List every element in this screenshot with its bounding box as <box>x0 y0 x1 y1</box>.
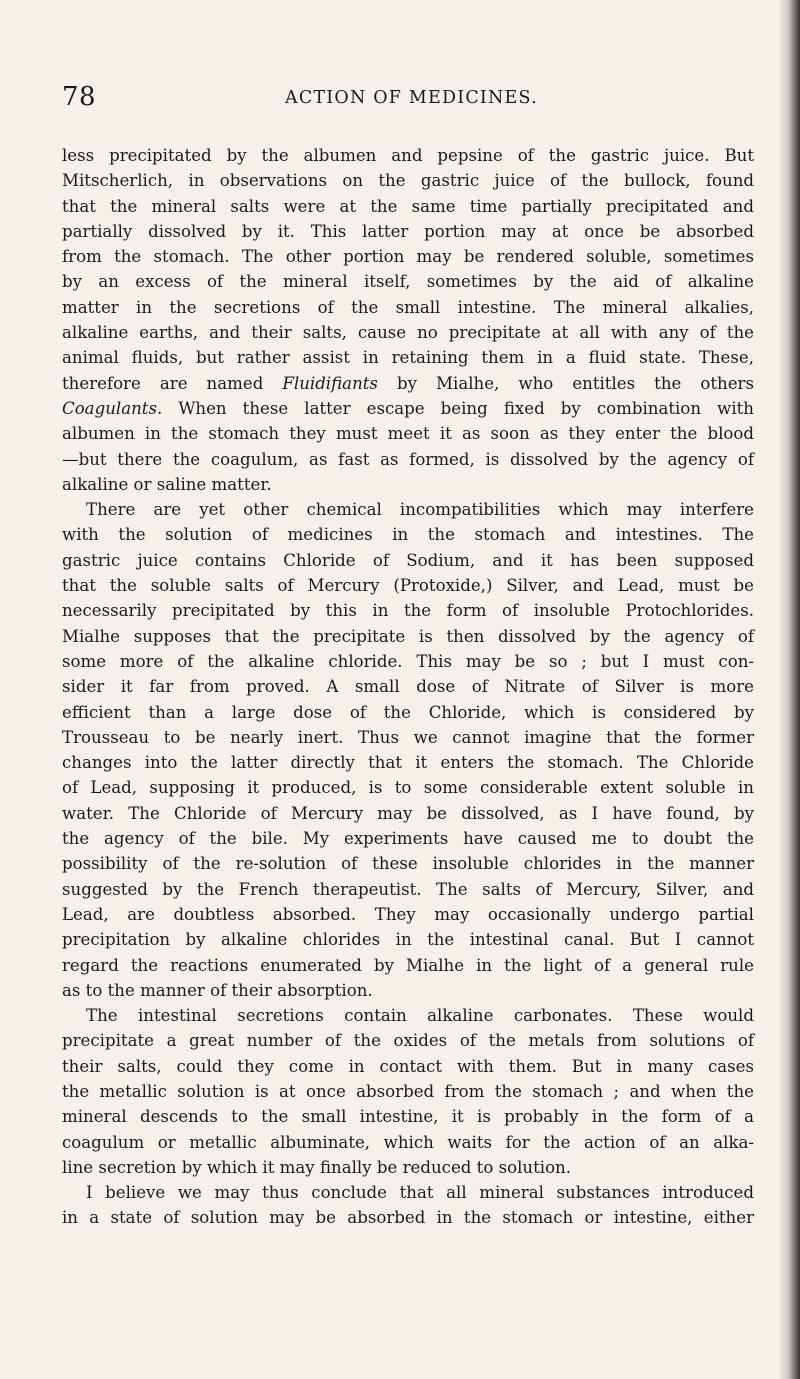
text-line: that the soluble salts of Mercury (Protoxide,) Silver, and Lead, must be <box>62 576 754 596</box>
text-line: partially dissolved by it. This latter portion may at once be absorbed <box>62 221 754 241</box>
text-line: sider it far from proved. A small dose of Nitrate of Silver is more <box>62 677 754 697</box>
text-line: Mialhe supposes that the precipitate is then dissolved by the agency of <box>62 626 754 646</box>
text-line: gastric juice contains Chloride of Sodium, and it has been supposed <box>62 550 754 570</box>
text-line: alkaline earths, and their salts, cause no precipitate at all with any of the <box>62 323 754 343</box>
text-line: Lead, are doubtless absorbed. They may occasionally undergo partial <box>62 904 754 924</box>
italic-term: Fluidifiants <box>282 373 378 393</box>
text-line: suggested by the French therapeutist. The salts of Mercury, Silver, and <box>62 879 754 899</box>
text-line: that the mineral salts were at the same time partially precipitated and <box>62 196 754 216</box>
text-line: Mitscherlich, in observations on the gastric juice of the bullock, found <box>62 171 754 191</box>
line-text-before: therefore are named <box>62 373 283 393</box>
line-text-after: When these latter escape being fixed by combination with <box>162 398 754 418</box>
text-line: efficient than a large dose of the Chloride, which is considered by <box>62 702 754 722</box>
text-line: necessarily precipitated by this in the form of insoluble Protochlorides. <box>62 601 754 621</box>
text-line: the agency of the bile. My experiments have caused me to doubt the <box>62 829 754 849</box>
text-line: coagulum or metallic albuminate, which waits for the action of an alka- <box>62 1132 754 1152</box>
text-line: from the stomach. The other portion may be rendered soluble, sometimes <box>62 247 754 267</box>
text-line: their salts, could they come in contact with them. But in many cases <box>62 1056 754 1076</box>
text-line: some more of the alkaline chloride. This may be so ; but I must con- <box>62 651 754 671</box>
text-line: Trousseau to be nearly inert. Thus we cannot imagine that the former <box>62 727 754 747</box>
page-edge-shadow <box>778 0 800 1379</box>
text-line: precipitate a great number of the oxides of the metals from solutions of <box>62 1031 754 1051</box>
text-line: changes into the latter directly that it enters the stomach. The Chloride <box>62 753 754 773</box>
text-line: with the solution of medicines in the stomach and intestines. The <box>62 525 754 545</box>
italic-term: Coagulants. <box>62 398 163 418</box>
text-line: mineral descends to the small intestine, it is probably in the form of a <box>62 1107 754 1127</box>
text-line-with-term <box>62 371 754 396</box>
text-line: alkaline or saline matter. <box>62 474 272 494</box>
text-line: water. The Chloride of Mercury may be dissolved, as I have found, by <box>62 803 754 823</box>
text-line: of Lead, supposing it produced, is to some considerable extent soluble in <box>62 778 754 798</box>
text-line: line secretion by which it may finally be reduced to solution. <box>62 1157 572 1177</box>
text-line: less precipitated by the albumen and pepsine of the gastric juice. But <box>62 146 754 165</box>
text-line: —but there the coagulum, as fast as formed, is dissolved by the agency of <box>62 449 754 469</box>
text-line: as to the manner of their absorption. <box>62 980 373 1000</box>
text-line: animal fluids, but rather assist in retaining them in a fluid state. These, <box>62 348 754 368</box>
page-header <box>62 82 752 122</box>
text-line-with-term <box>62 396 754 421</box>
line-text-after: by Mialhe, who entitles the others <box>377 373 754 393</box>
body-text <box>62 143 754 1231</box>
text-line: in a state of solution may be absorbed in the stomach or intestine, either <box>62 1208 754 1228</box>
paragraph-start-line: There are yet other chemical incompatibilities which may interfere <box>86 500 754 520</box>
text-line: by an excess of the mineral itself, sometimes by the aid of alkaline <box>62 272 754 292</box>
text-line: possibility of the re-solution of these insoluble chlorides in the manner <box>62 854 754 874</box>
text-line: regard the reactions enumerated by Mialhe in the light of a general rule <box>62 955 754 975</box>
paragraph-start-line: I believe we may thus conclude that all mineral substances introduced <box>86 1183 754 1203</box>
text-line: matter in the secretions of the small intestine. The mineral alkalies, <box>62 297 754 317</box>
text-line: the metallic solution is at once absorbed from the stomach ; and when the <box>62 1081 754 1101</box>
paragraph-start-line: The intestinal secretions contain alkaline carbonates. These would <box>86 1006 754 1026</box>
running-title: ACTION OF MEDICINES. <box>285 88 538 108</box>
text-line: precipitation by alkaline chlorides in the intestinal canal. But I cannot <box>62 930 754 950</box>
text-line: albumen in the stomach they must meet it as soon as they enter the blood <box>62 424 754 444</box>
page-number: 78 <box>62 82 97 112</box>
